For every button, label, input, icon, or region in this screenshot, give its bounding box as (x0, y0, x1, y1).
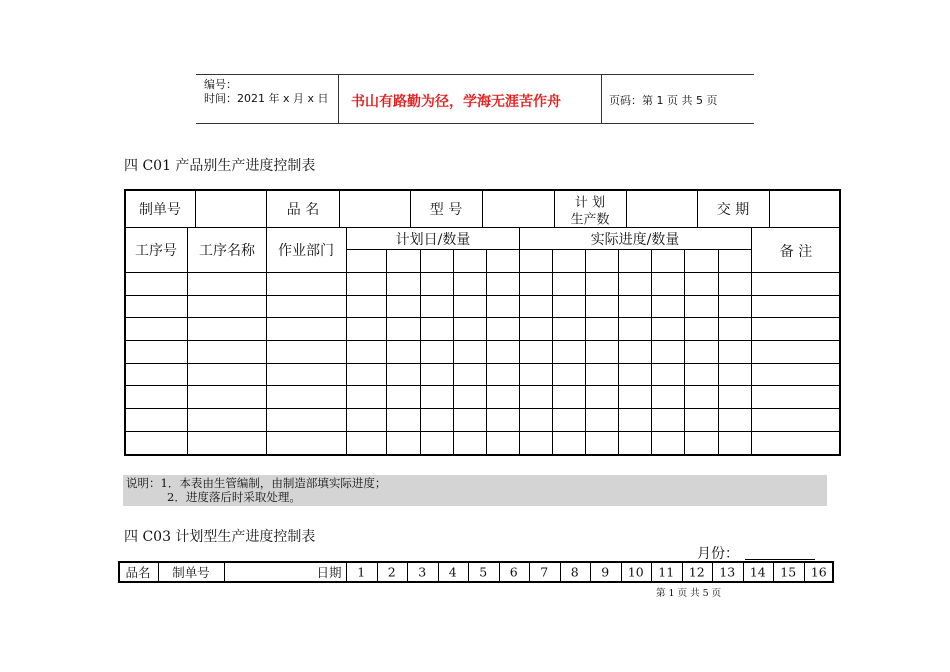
t2-day-label: 5 (479, 564, 488, 580)
order-no-label: 制单号 (139, 202, 181, 218)
t2-day-label: 13 (719, 564, 736, 580)
footer-page-info: 第 1 页 共 5 页 (656, 588, 722, 599)
t2-day-label: 9 (601, 564, 610, 580)
t2-order-no-label: 制单号 (172, 565, 210, 580)
header-page-info: 页码：第 1 页 共 5 页 (609, 94, 718, 107)
product-name-label: 品 名 (286, 202, 320, 218)
motto-text: 书山有路勤为径，学海无涯苦作舟 (351, 94, 561, 110)
t2-day-label: 2 (387, 564, 396, 580)
section1-title: 四 C01 产品别生产进度控制表 (124, 158, 316, 174)
t2-day-label: 6 (509, 564, 518, 580)
remarks-label: 备 注 (779, 244, 813, 260)
table1-grid (124, 189, 841, 456)
serial-label: 编号： (204, 78, 237, 91)
note-line-2: 2．进度落后时采取处理。 (167, 490, 301, 504)
production-progress-table (124, 189, 841, 456)
department-label: 作业部门 (278, 243, 334, 259)
t2-day-label: 1 (357, 564, 366, 580)
month-label: 月份： (697, 546, 739, 562)
note-line-1: 说明：1．本表由生管编制，由制造部填实际进度； (126, 476, 387, 490)
plan-qty-group-label: 计划日/数量 (395, 232, 471, 248)
actual-progress-group-label: 实际进度/数量 (590, 232, 680, 248)
t2-day-label: 14 (749, 564, 766, 580)
t2-day-label: 8 (570, 564, 579, 580)
explanation-note (123, 475, 827, 506)
t2-date-label: 日期 (316, 565, 342, 580)
t2-day-label: 4 (448, 564, 457, 580)
t2-day-label: 3 (418, 564, 427, 580)
section2-title: 四 C03 计划型生产进度控制表 (124, 529, 316, 545)
time-label: 时间：2021 年 x 月 x 日 (204, 92, 329, 105)
delivery-date-label: 交 期 (716, 202, 750, 218)
process-name-label: 工序名称 (199, 243, 255, 259)
model-label: 型 号 (429, 202, 463, 218)
header-divider (601, 75, 602, 123)
process-no-label: 工序号 (135, 243, 177, 259)
planned-qty-label-line1: 计 划 (574, 195, 606, 211)
t2-day-label: 10 (627, 564, 644, 580)
planned-production-table (118, 561, 834, 583)
t2-day-label: 15 (780, 564, 797, 580)
planned-qty-label-line2: 生产数 (570, 212, 610, 228)
t2-day-label: 16 (810, 564, 827, 580)
t2-product-name-label: 品名 (125, 565, 151, 580)
t2-day-label: 11 (658, 564, 675, 580)
t2-day-label: 7 (540, 564, 549, 580)
month-underline (745, 559, 815, 560)
header-divider (338, 75, 339, 123)
t2-day-label: 12 (688, 564, 705, 580)
